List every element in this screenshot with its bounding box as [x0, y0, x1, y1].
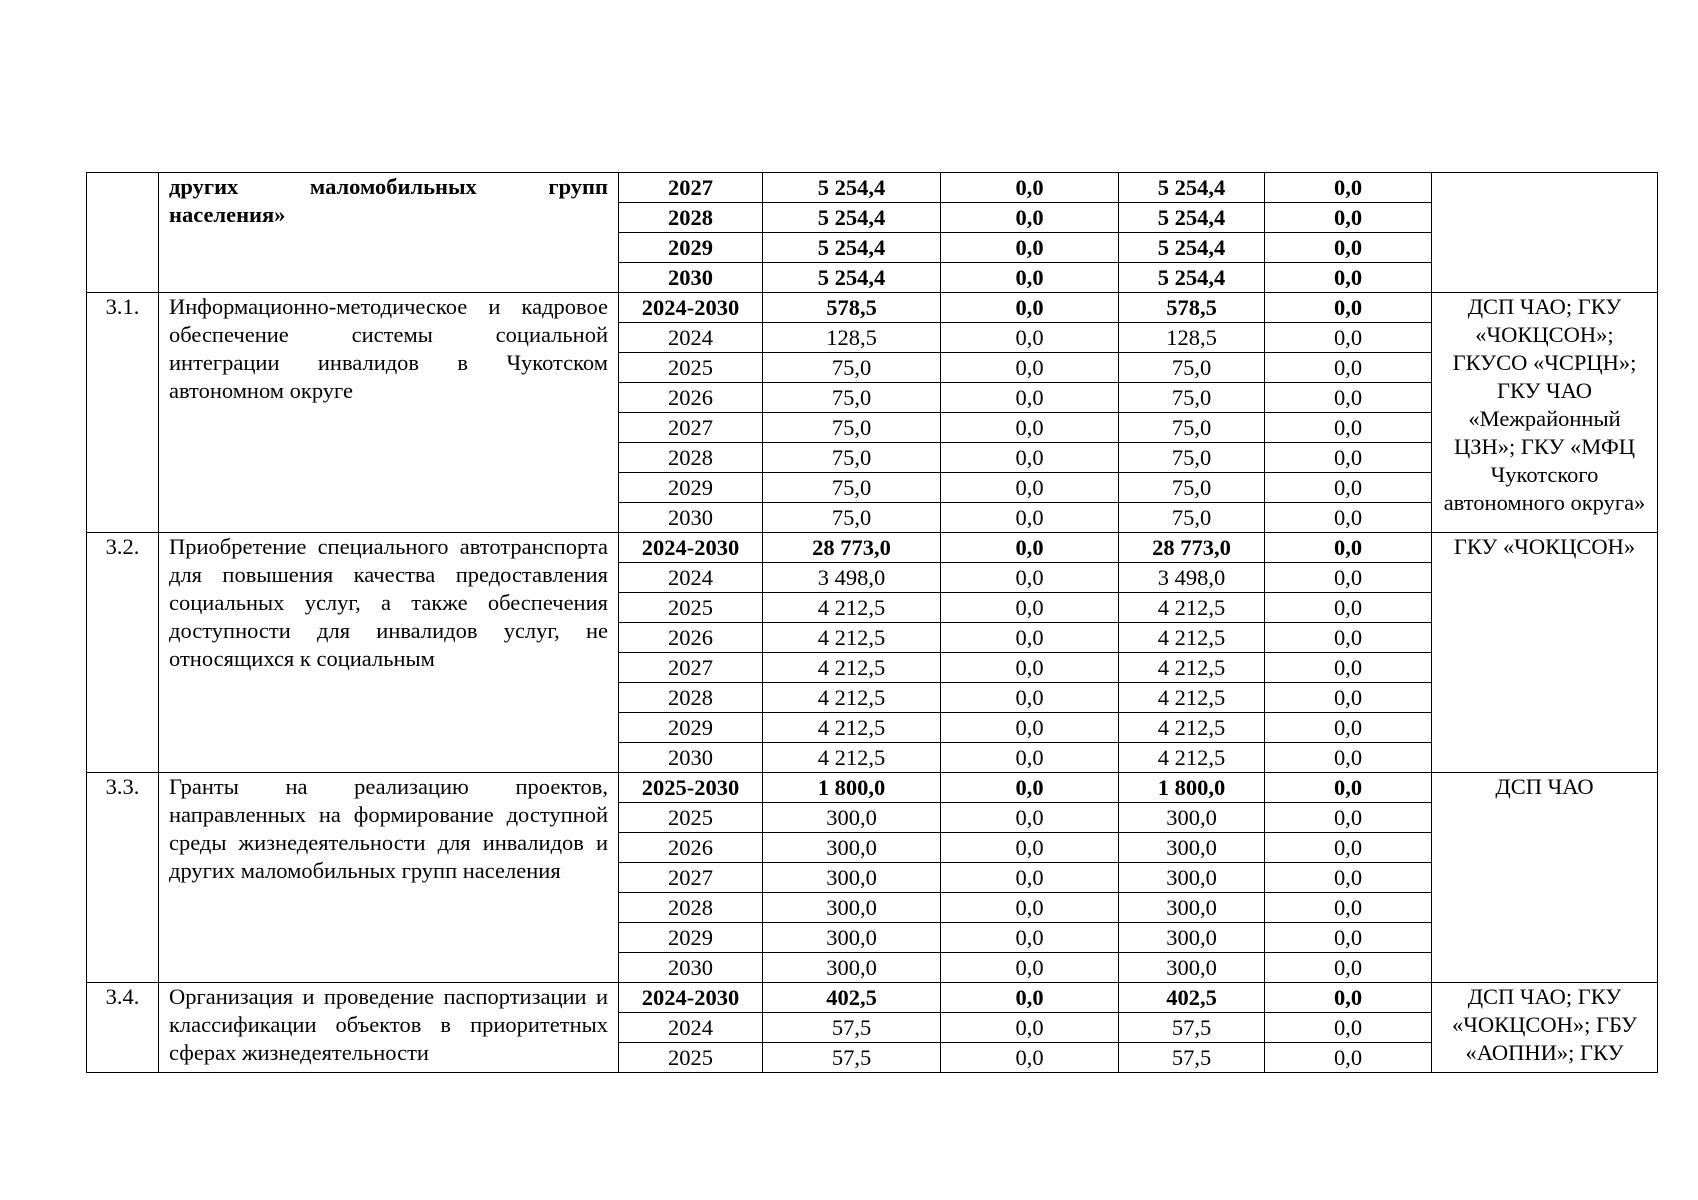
other-sources-cell: 0,0 [1265, 443, 1432, 473]
federal-budget-cell: 0,0 [941, 833, 1119, 863]
total-amount-cell: 57,5 [763, 1013, 941, 1043]
other-sources-cell: 0,0 [1265, 413, 1432, 443]
other-sources-cell: 0,0 [1265, 923, 1432, 953]
total-amount-cell: 28 773,0 [763, 533, 941, 563]
federal-budget-cell: 0,0 [941, 503, 1119, 533]
total-amount-cell: 300,0 [763, 893, 941, 923]
regional-budget-cell: 57,5 [1119, 1043, 1265, 1073]
year-cell: 2029 [619, 713, 763, 743]
total-amount-cell: 300,0 [763, 803, 941, 833]
federal-budget-cell: 0,0 [941, 173, 1119, 203]
year-cell: 2025-2030 [619, 773, 763, 803]
regional-budget-cell: 300,0 [1119, 833, 1265, 863]
regional-budget-cell: 5 254,4 [1119, 233, 1265, 263]
other-sources-cell: 0,0 [1265, 983, 1432, 1013]
table-row-total [87, 983, 1658, 1013]
other-sources-cell: 0,0 [1265, 713, 1432, 743]
year-cell: 2027 [619, 863, 763, 893]
year-cell: 2030 [619, 743, 763, 773]
item-number-cell [87, 173, 159, 293]
measure-name-cell: Информационно-методическое и кадровое обеспечение системы социальной интеграции инвалидов в Чукотском автономном округе [159, 293, 619, 533]
measure-name-cell: Приобретение специального автотранспорта для повышения качества предоставления социальных услуг, а также обеспечения доступности для инвалидов услуг, не относящихся к социальным [159, 533, 619, 773]
total-amount-cell: 4 212,5 [763, 743, 941, 773]
federal-budget-cell: 0,0 [941, 893, 1119, 923]
other-sources-cell: 0,0 [1265, 383, 1432, 413]
regional-budget-cell: 300,0 [1119, 953, 1265, 983]
year-cell: 2024 [619, 323, 763, 353]
other-sources-cell: 0,0 [1265, 533, 1432, 563]
other-sources-cell: 0,0 [1265, 1043, 1432, 1073]
federal-budget-cell: 0,0 [941, 713, 1119, 743]
total-amount-cell: 4 212,5 [763, 683, 941, 713]
regional-budget-cell: 3 498,0 [1119, 563, 1265, 593]
other-sources-cell: 0,0 [1265, 593, 1432, 623]
regional-budget-cell: 75,0 [1119, 383, 1265, 413]
executor-cell [1432, 173, 1658, 293]
year-cell: 2025 [619, 1043, 763, 1073]
federal-budget-cell: 0,0 [941, 863, 1119, 893]
regional-budget-cell: 578,5 [1119, 293, 1265, 323]
executor-cell: ДСП ЧАО; ГКУ «ЧОКЦСОН»; ГБУ «АОПНИ»; ГКУ [1432, 983, 1658, 1073]
other-sources-cell: 0,0 [1265, 743, 1432, 773]
regional-budget-cell: 4 212,5 [1119, 623, 1265, 653]
regional-budget-cell: 402,5 [1119, 983, 1265, 1013]
year-cell: 2028 [619, 203, 763, 233]
total-amount-cell: 578,5 [763, 293, 941, 323]
year-cell: 2029 [619, 923, 763, 953]
year-cell: 2025 [619, 803, 763, 833]
regional-budget-cell: 5 254,4 [1119, 263, 1265, 293]
total-amount-cell: 4 212,5 [763, 593, 941, 623]
year-cell: 2028 [619, 683, 763, 713]
other-sources-cell: 0,0 [1265, 233, 1432, 263]
table-row-total [87, 533, 1658, 563]
year-cell: 2030 [619, 953, 763, 983]
other-sources-cell: 0,0 [1265, 803, 1432, 833]
other-sources-cell: 0,0 [1265, 353, 1432, 383]
total-amount-cell: 300,0 [763, 833, 941, 863]
year-cell: 2029 [619, 473, 763, 503]
item-number-cell: 3.1. [87, 293, 159, 533]
federal-budget-cell: 0,0 [941, 1043, 1119, 1073]
federal-budget-cell: 0,0 [941, 983, 1119, 1013]
regional-budget-cell: 300,0 [1119, 803, 1265, 833]
budget-table [86, 172, 1658, 1073]
regional-budget-cell: 300,0 [1119, 893, 1265, 923]
regional-budget-cell: 5 254,4 [1119, 173, 1265, 203]
regional-budget-cell: 75,0 [1119, 473, 1265, 503]
total-amount-cell: 300,0 [763, 953, 941, 983]
year-cell: 2028 [619, 893, 763, 923]
other-sources-cell: 0,0 [1265, 473, 1432, 503]
total-amount-cell: 75,0 [763, 353, 941, 383]
regional-budget-cell: 75,0 [1119, 413, 1265, 443]
total-amount-cell: 57,5 [763, 1043, 941, 1073]
year-cell: 2028 [619, 443, 763, 473]
regional-budget-cell: 300,0 [1119, 863, 1265, 893]
federal-budget-cell: 0,0 [941, 773, 1119, 803]
federal-budget-cell: 0,0 [941, 323, 1119, 353]
year-cell: 2024 [619, 563, 763, 593]
measure-name-cell: Организация и проведение паспортизации и классификации объектов в приоритетных сферах жизнедеятельности [159, 983, 619, 1073]
regional-budget-cell: 75,0 [1119, 503, 1265, 533]
regional-budget-cell: 4 212,5 [1119, 743, 1265, 773]
federal-budget-cell: 0,0 [941, 233, 1119, 263]
regional-budget-cell: 75,0 [1119, 353, 1265, 383]
year-cell: 2024 [619, 1013, 763, 1043]
other-sources-cell: 0,0 [1265, 263, 1432, 293]
federal-budget-cell: 0,0 [941, 653, 1119, 683]
federal-budget-cell: 0,0 [941, 533, 1119, 563]
year-cell: 2024-2030 [619, 533, 763, 563]
total-amount-cell: 75,0 [763, 443, 941, 473]
measure-name-cell [159, 173, 619, 293]
total-amount-cell: 4 212,5 [763, 713, 941, 743]
measure-name-line: населения» [169, 202, 286, 227]
regional-budget-cell: 128,5 [1119, 323, 1265, 353]
federal-budget-cell: 0,0 [941, 203, 1119, 233]
year-cell: 2025 [619, 353, 763, 383]
regional-budget-cell: 75,0 [1119, 443, 1265, 473]
other-sources-cell: 0,0 [1265, 683, 1432, 713]
total-amount-cell: 300,0 [763, 863, 941, 893]
regional-budget-cell: 5 254,4 [1119, 203, 1265, 233]
federal-budget-cell: 0,0 [941, 383, 1119, 413]
table-row [87, 173, 1658, 203]
other-sources-cell: 0,0 [1265, 293, 1432, 323]
year-cell: 2027 [619, 413, 763, 443]
year-cell: 2029 [619, 233, 763, 263]
total-amount-cell: 300,0 [763, 923, 941, 953]
federal-budget-cell: 0,0 [941, 623, 1119, 653]
total-amount-cell: 75,0 [763, 473, 941, 503]
total-amount-cell: 75,0 [763, 503, 941, 533]
table-row-total [87, 773, 1658, 803]
total-amount-cell: 5 254,4 [763, 173, 941, 203]
item-number-cell: 3.4. [87, 983, 159, 1073]
total-amount-cell: 3 498,0 [763, 563, 941, 593]
total-amount-cell: 4 212,5 [763, 623, 941, 653]
other-sources-cell: 0,0 [1265, 653, 1432, 683]
other-sources-cell: 0,0 [1265, 623, 1432, 653]
regional-budget-cell: 300,0 [1119, 923, 1265, 953]
other-sources-cell: 0,0 [1265, 863, 1432, 893]
measure-name-cell: Гранты на реализацию проектов, направленных на формирование доступной среды жизнедеятельности для инвалидов и других маломобильных групп населения [159, 773, 619, 983]
federal-budget-cell: 0,0 [941, 923, 1119, 953]
federal-budget-cell: 0,0 [941, 1013, 1119, 1043]
other-sources-cell: 0,0 [1265, 773, 1432, 803]
regional-budget-cell: 57,5 [1119, 1013, 1265, 1043]
year-cell: 2027 [619, 173, 763, 203]
year-cell: 2026 [619, 623, 763, 653]
regional-budget-cell: 1 800,0 [1119, 773, 1265, 803]
federal-budget-cell: 0,0 [941, 563, 1119, 593]
year-cell: 2027 [619, 653, 763, 683]
year-cell: 2026 [619, 383, 763, 413]
federal-budget-cell: 0,0 [941, 593, 1119, 623]
regional-budget-cell: 4 212,5 [1119, 653, 1265, 683]
regional-budget-cell: 4 212,5 [1119, 593, 1265, 623]
other-sources-cell: 0,0 [1265, 833, 1432, 863]
regional-budget-cell: 4 212,5 [1119, 713, 1265, 743]
federal-budget-cell: 0,0 [941, 443, 1119, 473]
federal-budget-cell: 0,0 [941, 473, 1119, 503]
total-amount-cell: 5 254,4 [763, 203, 941, 233]
regional-budget-cell: 4 212,5 [1119, 683, 1265, 713]
year-cell: 2030 [619, 263, 763, 293]
executor-cell: ГКУ «ЧОКЦСОН» [1432, 533, 1658, 773]
total-amount-cell: 128,5 [763, 323, 941, 353]
year-cell: 2030 [619, 503, 763, 533]
item-number-cell: 3.2. [87, 533, 159, 773]
other-sources-cell: 0,0 [1265, 1013, 1432, 1043]
federal-budget-cell: 0,0 [941, 293, 1119, 323]
other-sources-cell: 0,0 [1265, 203, 1432, 233]
total-amount-cell: 5 254,4 [763, 233, 941, 263]
year-cell: 2024-2030 [619, 293, 763, 323]
year-cell: 2026 [619, 833, 763, 863]
executor-cell: ДСП ЧАО [1432, 773, 1658, 983]
total-amount-cell: 5 254,4 [763, 263, 941, 293]
executor-cell: ДСП ЧАО; ГКУ «ЧОКЦСОН»; ГКУСО «ЧСРЦН»; ГКУ ЧАО «Межрайонный ЦЗН»; ГКУ «МФЦ Чукотского автономного округа» [1432, 293, 1658, 533]
year-cell: 2025 [619, 593, 763, 623]
federal-budget-cell: 0,0 [941, 683, 1119, 713]
total-amount-cell: 4 212,5 [763, 653, 941, 683]
measure-name-line: других маломобильных групп [169, 174, 608, 199]
federal-budget-cell: 0,0 [941, 413, 1119, 443]
other-sources-cell: 0,0 [1265, 893, 1432, 923]
table-row-total [87, 293, 1658, 323]
federal-budget-cell: 0,0 [941, 353, 1119, 383]
regional-budget-cell: 28 773,0 [1119, 533, 1265, 563]
federal-budget-cell: 0,0 [941, 263, 1119, 293]
other-sources-cell: 0,0 [1265, 563, 1432, 593]
item-number-cell: 3.3. [87, 773, 159, 983]
total-amount-cell: 1 800,0 [763, 773, 941, 803]
total-amount-cell: 75,0 [763, 413, 941, 443]
other-sources-cell: 0,0 [1265, 953, 1432, 983]
other-sources-cell: 0,0 [1265, 173, 1432, 203]
total-amount-cell: 402,5 [763, 983, 941, 1013]
federal-budget-cell: 0,0 [941, 743, 1119, 773]
table-body [87, 173, 1658, 1073]
year-cell: 2024-2030 [619, 983, 763, 1013]
federal-budget-cell: 0,0 [941, 803, 1119, 833]
other-sources-cell: 0,0 [1265, 323, 1432, 353]
total-amount-cell: 75,0 [763, 383, 941, 413]
other-sources-cell: 0,0 [1265, 503, 1432, 533]
federal-budget-cell: 0,0 [941, 953, 1119, 983]
